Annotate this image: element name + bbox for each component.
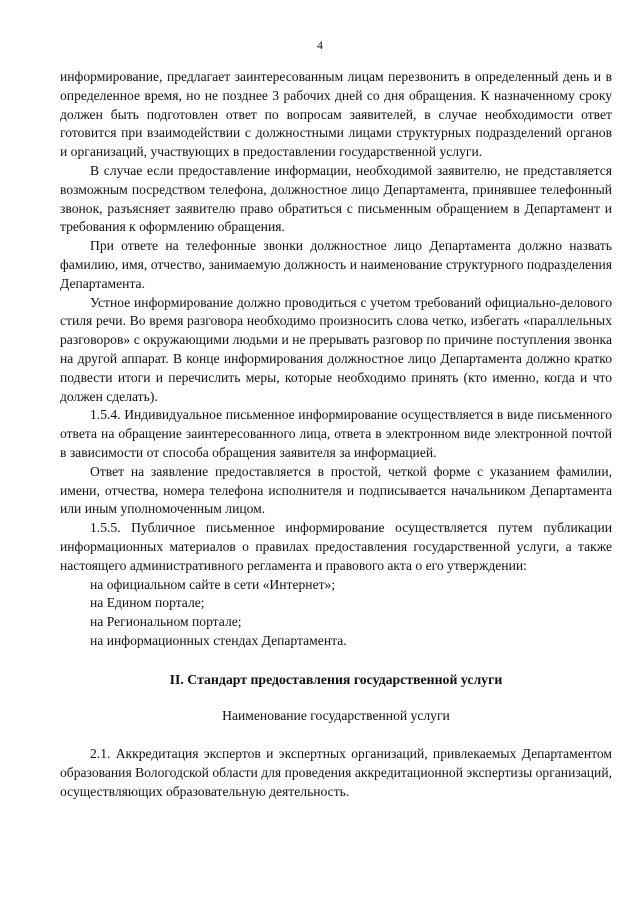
list-item-regional-portal: на Региональном портале; bbox=[90, 614, 242, 630]
document-body bbox=[60, 68, 612, 802]
paragraph-oral-informing: Устное информирование должно проводиться с учетом требований официально-делового стиля речи. Во время разговора необходимо произносить слова четко, избегать «параллельных разговоров» с окружающими людьми и не прерывать разговор по причине поступления звонка на другой аппарат. В конце информирования должностное лицо Департамента должно кратко подвести итоги и перечислить меры, которые необходимо принять (кто именно, когда и что должен сделать). bbox=[60, 294, 612, 404]
page-number: 4 bbox=[317, 38, 323, 52]
section-heading: II. Стандарт предоставления государственной услуги bbox=[169, 671, 503, 687]
list-item-official-site: на официальном сайте в сети «Интернет»; bbox=[90, 576, 336, 592]
paragraph-informing-callback: информирование, предлагает заинтересованным лицам перезвонить в определенный день и в определенное время, но не позднее 3 рабочих дней со дня обращения. К назначенному сроку должен быть подготовлен ответ по вопросам заявителей, в случае необходимости ответ готовится при взаимодействии с должностными лицами структурных подразделений органов и организаций, участвующих в предоставлении государственной услуги. bbox=[60, 69, 612, 160]
list-item-unified-portal: на Едином портале; bbox=[90, 595, 205, 611]
paragraph-1-5-4: 1.5.4. Индивидуальное письменное информирование осуществляется в виде письменного ответа на обращение заинтересованного лица, ответа в электронном виде электронной почтой в зависимости от способа обращения заявителя за информацией. bbox=[60, 407, 612, 460]
subheading: Наименование государственной услуги bbox=[222, 707, 450, 723]
paragraph-1-5-5: 1.5.5. Публичное письменное информирование осуществляется путем публикации информационных материалов о правилах предоставления государственной услуги, а также настоящего административного регламента и правового акта о его утверждении: bbox=[60, 520, 612, 573]
list-item-info-stands: на информационных стендах Департамента. bbox=[90, 632, 347, 648]
paragraph-phone-answer: При ответе на телефонные звонки должностное лицо Департамента должно назвать фамилию, имя, отчество, занимаемую должность и наименование структурного подразделения Департамента. bbox=[60, 238, 612, 291]
paragraph-answer-form: Ответ на заявление предоставляется в простой, четкой форме с указанием фамилии, имени, отчества, номера телефона исполнителя и подписывается начальником Департамента или иным уполномоченным лицом. bbox=[60, 463, 612, 517]
paragraph-2-1: 2.1. Аккредитация экспертов и экспертных организаций, привлекаемых Департаментом образования Вологодской области для проведения аккредитационной экспертизы организаций, осуществляющих образовательную деятельность. bbox=[60, 746, 612, 799]
paragraph-written-request: В случае если предоставление информации, необходимой заявителю, не представляется возможным посредством телефона, должностное лицо Департамента, принявшее телефонный звонок, разъясняет заявителю право обратиться с письменным обращением в Департамент и требования к оформлению обращения. bbox=[60, 162, 612, 235]
